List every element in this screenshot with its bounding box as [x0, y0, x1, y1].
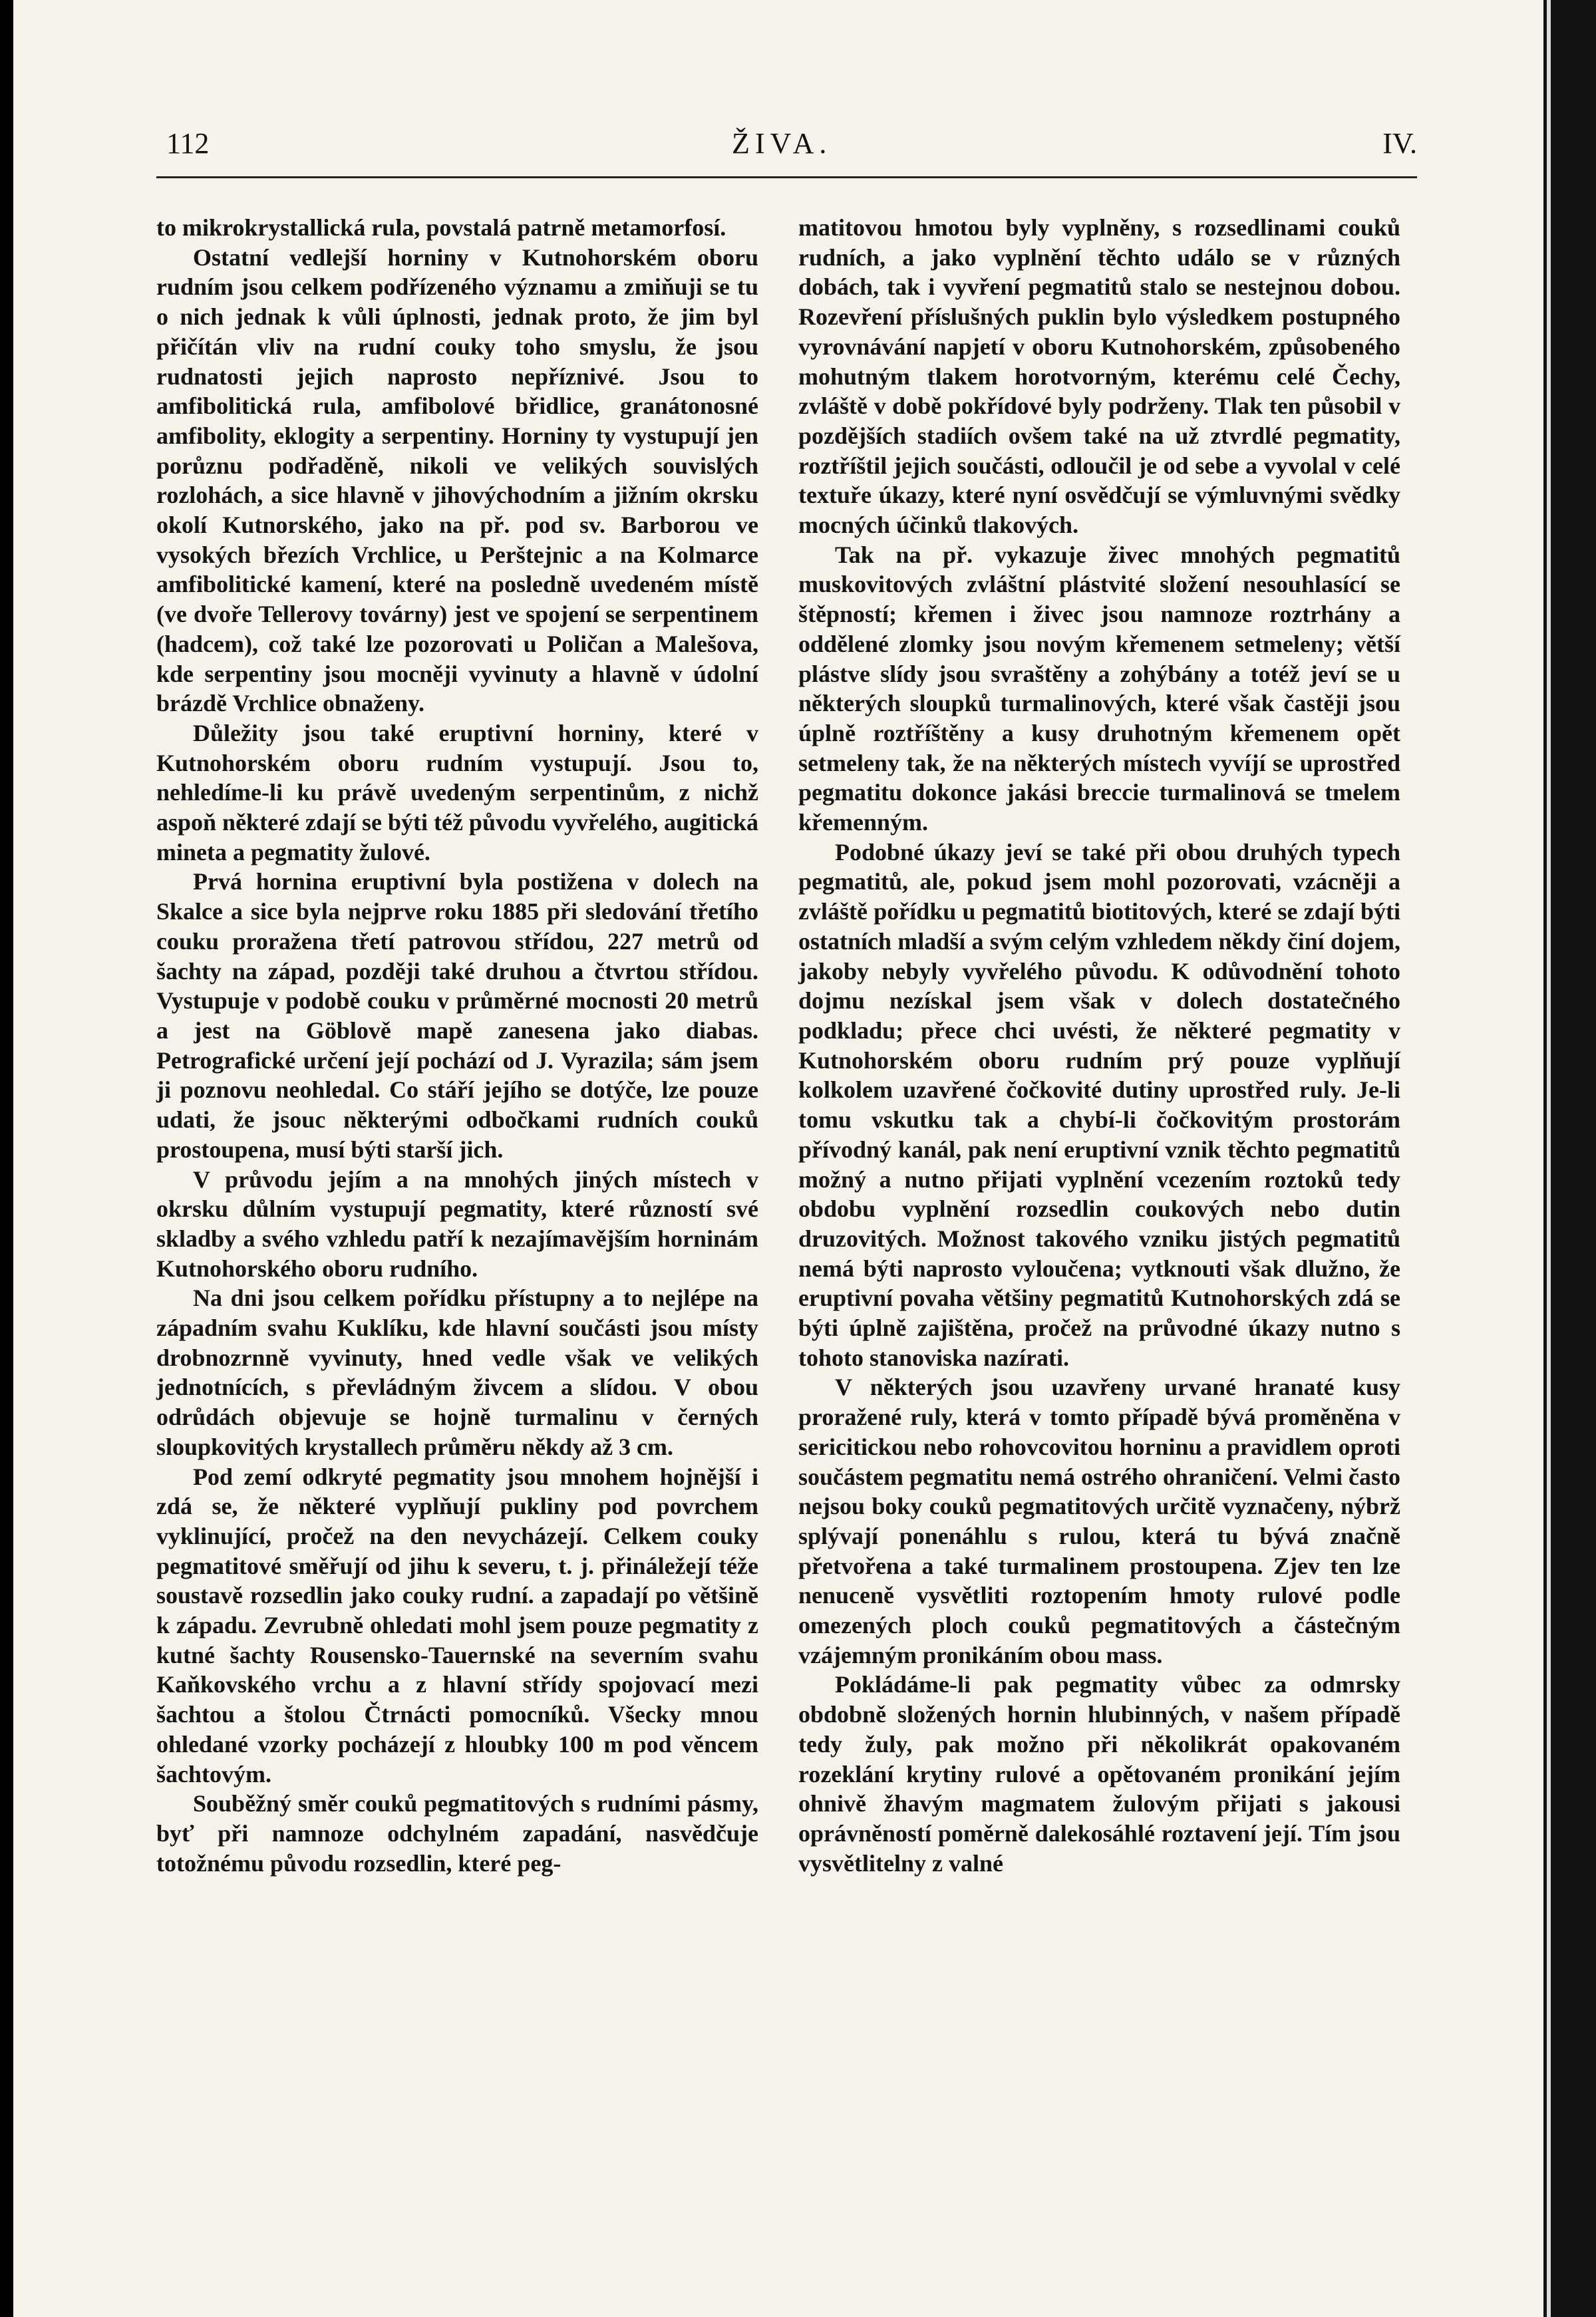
page-number: 112	[166, 127, 210, 160]
paragraph: to mikrokrystallická rula, povstalá patrně metamorfosí.	[156, 214, 726, 241]
paragraph: Podobné úkazy jeví se také při obou druhých typech pegmatitů, ale, pokud jsem mohl pozorovati, vzácněji a zvláště pořídku u pegmatitů biotitových, které se zdají býti ostatních mladší a svým celým vzhledem někdy činí dojem, jakoby nebyly vyvřelého původu. K odůvodnění tohoto dojmu nezískal jsem však v dolech dostatečného podkladu; přece chci uvésti, že některé pegmatity v Kutnohorském oboru rudním prý pouze vyplňují kolkolem uzavřené čočkovité dutiny uprostřed ruly. Je-li tomu vskutku tak a chybí-li čočkovitým prostorám přívodný kanál, pak není eruptivní vznik těchto pegmatitů možný a nutno přijati vyplnění vcezením roztoků tedy obdobu vyplnění rozsedlin coukových nebo dutin druzovitých. Možnost takového vzniku jistých pegmatitů nemá býti naprosto vyloučena; vytknouti však dlužno, že eruptivní povaha většiny pegmatitů Kutnohorských zdá se býti úplně zajištěna, pročež na průvodné úkazy nutno s tohoto stanoviska nazírati.	[798, 838, 1400, 1371]
paragraph: Na dni jsou celkem pořídku přístupny a to nejlépe na západním svahu Kuklíku, kde hlavní součásti jsou místy drobnozrnně vyvinuty, hned vedle však ve velikých jednotnících, s převládným živcem a slídou. V obou odrůdách objevuje se hojně turmalinu v černých sloupkovitých krystallech průměru někdy až 3 cm.	[156, 1285, 758, 1460]
left-column	[156, 213, 758, 1878]
paragraph: Důležity jsou také eruptivní horniny, které v Kutnohorském oboru rudním vystupují. Jsou to, nehledíme-li ku právě uvedeným serpentinům, z nichž aspoň některé zdají se býti též původu vyvřelého, augitická mineta a pegmatity žulové.	[156, 719, 758, 865]
paragraph: Pokládáme-li pak pegmatity vůbec za odmrsky obdobně složených hornin hlubinných, v našem případě tedy žuly, pak možno při několikrát opakovaném rozeklání krytiny rulové a opětovaném pronikání jejím ohnivě žhavým magmatem žulovým přijati s jakousi oprávněností poměrně dalekosáhlé roztavení její. Tím jsou vysvětlitelny z valné	[798, 1671, 1400, 1877]
scan-border	[1543, 0, 1596, 2317]
paragraph: Tak na př. vykazuje živec mnohých pegmatitů muskovitových zvláštní plástvité složení nesouhlasící se štěpností; křemen i živec jsou namnoze roztrhány a oddělené zlomky jsou novým křemenem setmeleny; větší plástve slídy jsou svraštěny a zohýbány a totéž jeví se u některých sloupků turmalinových, které však častěji jsou úplně roztříštěny a kusy druhotným křemenem opět setmeleny tak, že na některých místech vyvíjí se uprostřed pegmatitu dokonce jakási breccie turmalinová se tmelem křemenným.	[798, 541, 1400, 836]
paragraph: V průvodu jejím a na mnohých jiných místech v okrsku důlním vystupují pegmatity, které růzností své skladby a svého vzhledu patří k nezajímavějším horninám Kutnohorského oboru rudního.	[156, 1165, 758, 1282]
journal-title: ŽIVA.	[732, 127, 832, 160]
page-header	[166, 126, 1417, 173]
paragraph: Prvá hornina eruptivní byla postižena v dolech na Skalce a sice byla nejprve roku 1885 při sledování třetího couku proražena třetí patrovou střídou, 227 metrů od šachty na západ, později také druhou a čtvrtou střídou. Vystupuje v podobě couku v průměrné mocnosti 20 metrů a jest na Göblově mapě zanesena jako diabas. Petrografické určení její pochází od J. Vyrazila; sám jsem ji poznovu neohledal. Co stáří jejího se dotýče, lze pouze udati, že jsouc některými odbočkami rudních couků prostoupena, musí býti starší jich.	[156, 868, 758, 1163]
page-edge	[1547, 0, 1551, 2317]
paragraph: matitovou hmotou byly vyplněny, s rozsedlinami couků rudních, a jako vyplnění těchto událo se v různých dobách, tak i vyvření pegmatitů stalo se nestejnou dobou. Rozevření příslušných puklin bylo výsledkem postupného vyrovnávání napjetí v oboru Kutnohorském, způsobeného mohutným tlakem horotvorným, kterému celé Čechy, zvláště v době pokřídové byly podrženy. Tlak ten působil v pozdějších stadiích ovšem také na už ztvrdlé pegmatity, roztříštil jejich součásti, odloučil je od sebe a vyvolal v celé textuře úkazy, které nyní osvědčují se výmluvnými svědky mocných účinků tlakových.	[798, 214, 1400, 539]
right-column	[798, 213, 1400, 1878]
volume-number: IV.	[1382, 127, 1417, 160]
paragraph: Ostatní vedlejší horniny v Kutnohorském oboru rudním jsou celkem podřízeného významu a zmiňuji se tu o nich jednak k vůli úplnosti, jednak proto, že jim byl přičítán vliv na rudní couky toho smyslu, že jsou rudnatosti jejich naprosto nepříznivé. Jsou to amfibolitická rula, amfibolové břidlice, granátonosné amfibolity, eklogity a serpentiny. Horniny ty vystupují jen porůznu podřaděně, nikoli ve velikých souvislých rozlohách, a sice hlavně v jihovýchodním a jižním okrsku okolí Kutnorského, jako na př. pod sv. Barborou ve vysokých březích Vrchlice, u Perštejnic a na Kolmarce amfibolitické kamení, které na posledně uvedeném místě (ve dvoře Tellerovy továrny) jest ve spojení se serpentinem (hadcem), což také lze pozorovati u Poličan a Malešova, kde serpentiny jsou mocněji vyvinuty a hlavně v údolní brázdě Vrchlice obnaženy.	[156, 243, 758, 717]
book-page	[13, 0, 1543, 2317]
header-rule	[156, 176, 1417, 178]
paragraph: Souběžný směr couků pegmatitových s rudními pásmy, byť při namnoze odchylném zapadání, nasvědčuje totožnému původu rozsedlin, které peg-	[156, 1790, 758, 1877]
paragraph: V některých jsou uzavřeny urvané hranaté kusy proražené ruly, která v tomto případě bývá proměněna v sericitickou nebo rohovcovitou horninu a pravidlem oproti součástem pegmatitu nemá ostrého ohraničení. Velmi často nejsou boky couků pegmatitových určitě vyznačeny, nýbrž splývají ponenáhlu s rulou, která tu bývá značně přetvořena a také turmalinem prostoupena. Zjev ten lze nenuceně vysvětliti roztopením hmoty rulové podle omezených ploch couků pegmatitových a částečným vzájemným pronikáním obou mass.	[798, 1374, 1400, 1668]
paragraph: Pod zemí odkryté pegmatity jsou mnohem hojnější i zdá se, že některé vyplňují pukliny pod povrchem vyklinující, pročež na den nevycházejí. Celkem couky pegmatitové směřují od jihu k severu, t. j. přináležejí téže soustavě rozsedlin jako couky rudní. a zapadají po většině k západu. Zevrubně ohledati mohl jsem pouze pegmatity z kutné šachty Rousensko-Tauernské na severním svahu Kaňkovského vrchu a z hlavní střídy spojovací mezi šachtou a štolou Čtrnácti pomocníků. Všecky mnou ohledané vzorky pocházejí z hloubky 100 m pod věncem šachtovým.	[156, 1463, 758, 1787]
